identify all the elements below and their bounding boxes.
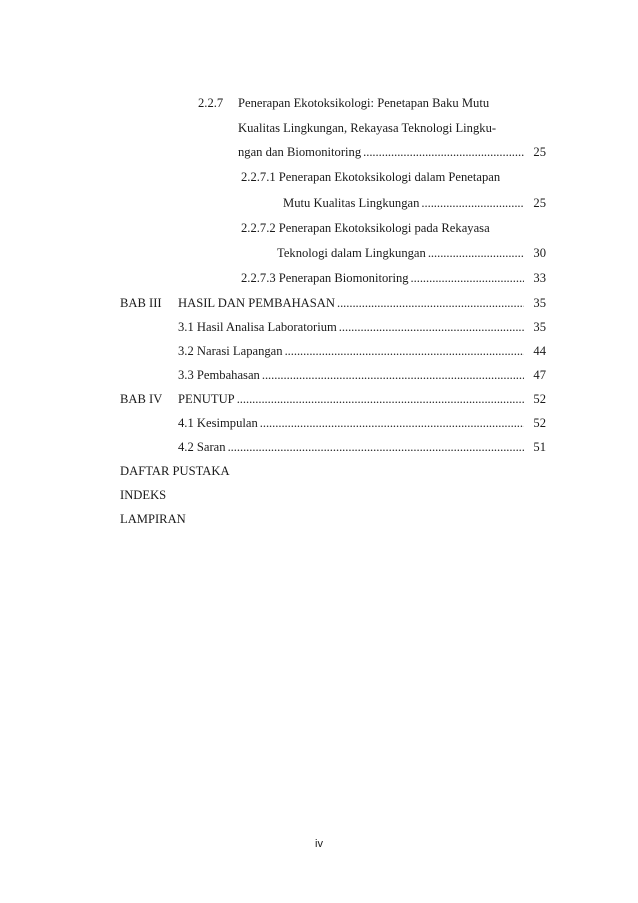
toc-page-number: 25	[533, 145, 546, 159]
toc-page-number: 52	[533, 392, 546, 406]
toc-page-number: 51	[533, 440, 546, 454]
toc-bab4-entry[interactable]: PENUTUP . . . 52	[178, 389, 546, 409]
leader-dots	[339, 317, 524, 337]
leader-dots	[262, 365, 524, 385]
leader-dots	[411, 268, 524, 288]
toc-2-2-7-2-entry[interactable]: Teknologi dalam Lingkungan . . . 30	[277, 243, 546, 263]
toc-lampiran[interactable]: LAMPIRAN	[120, 512, 186, 526]
leader-dots	[228, 437, 524, 457]
toc-2-2-7-title-line2: Kualitas Lingkungan, Rekayasa Teknologi Lingku-	[238, 121, 497, 135]
toc-page-number: 35	[533, 296, 546, 310]
bab3-label: BAB III	[120, 296, 162, 310]
toc-daftar-pustaka[interactable]: DAFTAR PUSTAKA	[120, 464, 230, 478]
toc-page-number: 30	[533, 246, 546, 260]
toc-2-2-7-entry[interactable]: ngan dan Biomonitoring . . . 25	[238, 142, 546, 162]
toc-2-2-7-title-line1: Penerapan Ekotoksikologi: Penetapan Baku Mutu	[238, 96, 490, 110]
bab4-label: BAB IV	[120, 392, 163, 406]
toc-2-2-7-3-entry[interactable]: 2.2.7.3 Penerapan Biomonitoring . . . 33	[241, 268, 546, 288]
toc-4-1-entry[interactable]: 4.1 Kesimpulan . . . 52	[178, 413, 546, 433]
page-number: iv	[315, 838, 323, 850]
toc-page-number: 47	[533, 368, 546, 382]
toc-page-number: 25	[533, 196, 546, 210]
toc-2-2-7-1-title-line1: 2.2.7.1 Penerapan Ekotoksikologi dalam Penetapan	[241, 170, 501, 184]
leader-dots	[421, 193, 524, 213]
toc-page-number: 52	[533, 416, 546, 430]
toc-3-2-entry[interactable]: 3.2 Narasi Lapangan . . . 44	[178, 341, 546, 361]
leader-dots	[260, 413, 524, 433]
leader-dots	[285, 341, 524, 361]
toc-2-2-7-1-entry[interactable]: Mutu Kualitas Lingkungan . . . 25	[283, 193, 546, 213]
toc-4-2-entry[interactable]: 4.2 Saran . . . 51	[178, 437, 546, 457]
toc-page-number: 33	[533, 271, 546, 285]
leader-dots	[363, 142, 524, 162]
leader-dots	[237, 389, 524, 409]
toc-3-1-entry[interactable]: 3.1 Hasil Analisa Laboratorium . . . 35	[178, 317, 546, 337]
toc-2-2-7-number: 2.2.7	[198, 96, 224, 110]
toc-page-number: 44	[533, 344, 546, 358]
toc-indeks[interactable]: INDEKS	[120, 488, 167, 502]
leader-dots	[337, 293, 524, 313]
toc-page-number: 35	[533, 320, 546, 334]
toc-3-3-entry[interactable]: 3.3 Pembahasan . . . 47	[178, 365, 546, 385]
toc-bab3-entry[interactable]: HASIL DAN PEMBAHASAN . . . 35	[178, 293, 546, 313]
leader-dots	[428, 243, 524, 263]
toc-2-2-7-2-title-line1: 2.2.7.2 Penerapan Ekotoksikologi pada Rekayasa	[241, 221, 490, 235]
